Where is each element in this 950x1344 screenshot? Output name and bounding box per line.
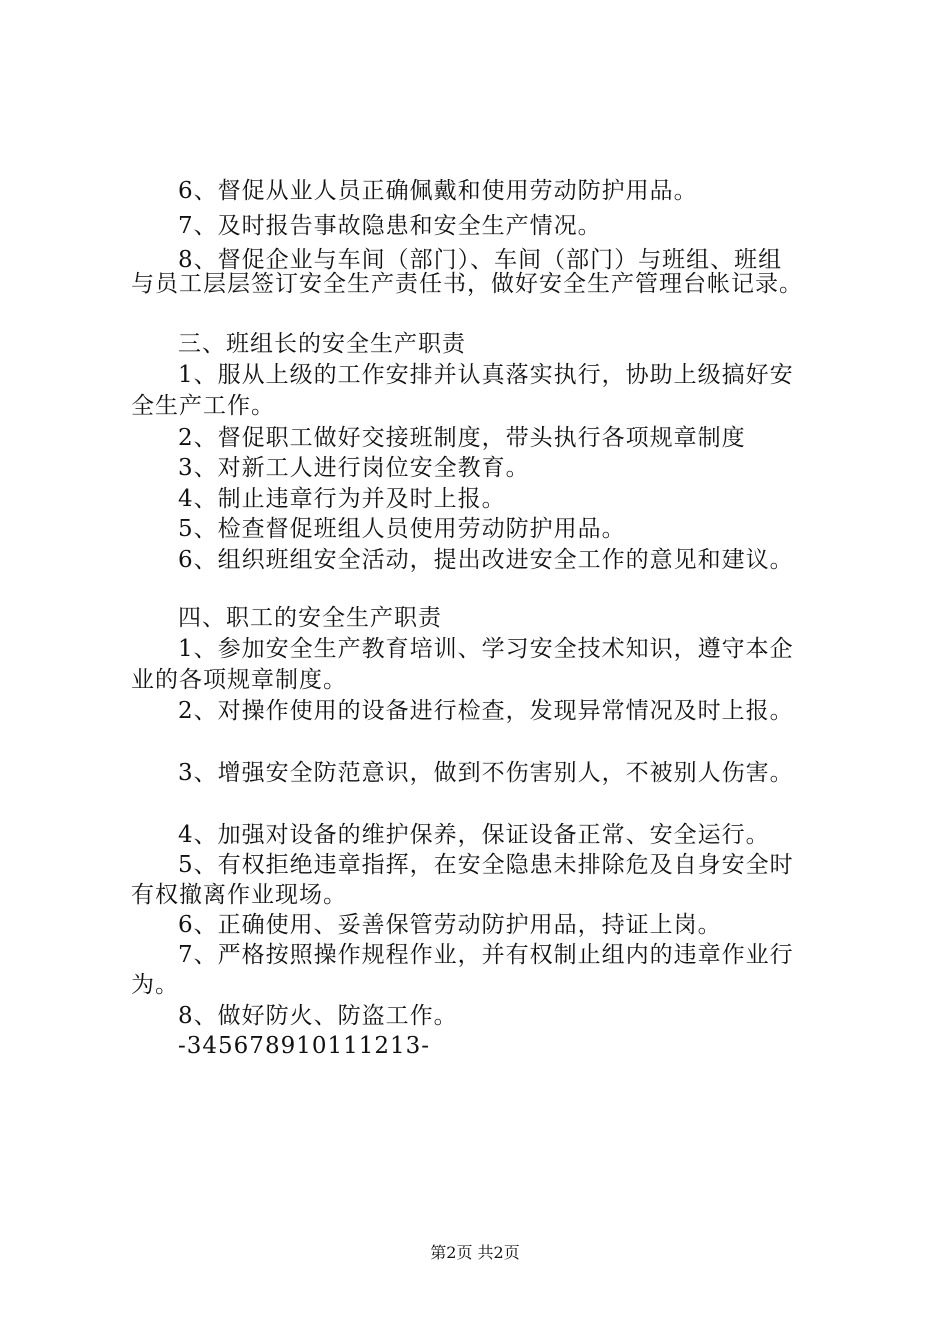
text-line: 6、督促从业人员正确佩戴和使用劳动防护用品。 [178, 178, 698, 204]
text-line: 1、服从上级的工作安排并认真落实执行，协助上级搞好安 [178, 362, 794, 388]
text-line: 业的各项规章制度。 [131, 667, 347, 693]
text-line: 6、正确使用、妥善保管劳动防护用品，持证上岗。 [178, 912, 722, 938]
text-line: 7、严格按照操作规程作业，并有权制止组内的违章作业行 [178, 942, 794, 968]
text-line: 2、对操作使用的设备进行检查，发现异常情况及时上报。 [178, 698, 794, 724]
text-line: 1、参加安全生产教育培训、学习安全技术知识，遵守本企 [178, 636, 794, 662]
text-line: 有权撤离作业现场。 [131, 882, 347, 908]
text-line: 4、加强对设备的维护保养，保证设备正常、安全运行。 [178, 822, 770, 848]
text-line: 2、督促职工做好交接班制度，带头执行各项规章制度 [178, 425, 746, 451]
text-line: 5、有权拒绝违章指挥，在安全隐患未排除危及自身安全时 [178, 852, 794, 878]
text-line: 4、制止违章行为并及时上报。 [178, 486, 506, 512]
text-line: 8、督促企业与车间（部门）、车间（部门）与班组、班组 [178, 247, 783, 273]
text-line: 与员工层层签订安全生产责任书，做好安全生产管理台帐记录。 [131, 271, 803, 297]
page-number-sequence: -345678910111213- [178, 1033, 431, 1059]
text-line: 3、对新工人进行岗位安全教育。 [178, 455, 530, 481]
text-line: 5、检查督促班组人员使用劳动防护用品。 [178, 516, 626, 542]
section-heading: 四、职工的安全生产职责 [178, 605, 442, 631]
text-line: 为。 [131, 972, 179, 998]
text-line: 6、组织班组安全活动，提出改进安全工作的意见和建议。 [178, 547, 794, 573]
text-line: 7、及时报告事故隐患和安全生产情况。 [178, 213, 602, 239]
text-line: 8、做好防火、防盗工作。 [178, 1003, 458, 1029]
page-footer: 第2页 共2页 [430, 1243, 520, 1262]
section-heading: 三、班组长的安全生产职责 [178, 331, 466, 357]
text-line: 3、增强安全防范意识，做到不伤害别人，不被别人伤害。 [178, 760, 794, 786]
text-line: 全生产工作。 [131, 393, 275, 419]
